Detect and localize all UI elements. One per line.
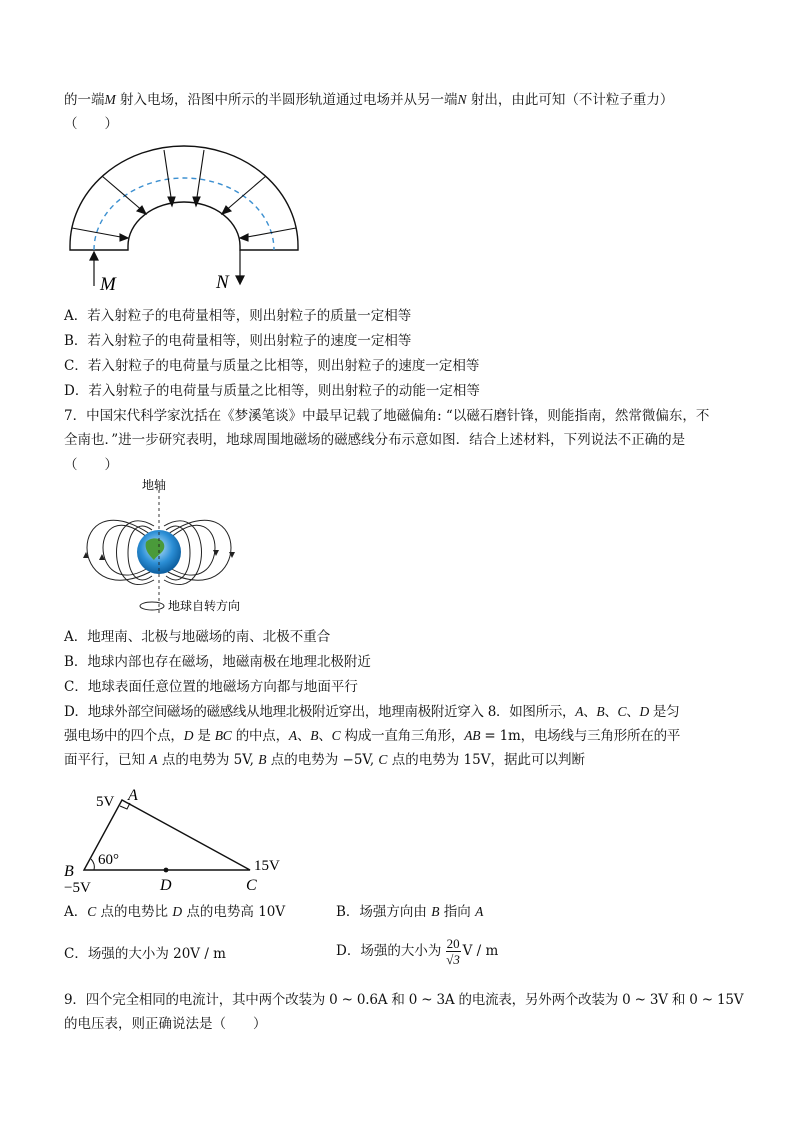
- q8-stem-line2: 强电场中的四个点，D 是 BC 的中点，A、B、C 构成一直角三角形，AB = 1m，电场线与三角形所在的平: [64, 728, 681, 744]
- var-m: M: [104, 92, 116, 107]
- q6-option-d: D．若入射粒子的电荷量与质量之比相等，则出射粒子的动能一定相等: [64, 383, 480, 399]
- exit-arrow: [236, 250, 244, 284]
- q9-stem-line1: 9．四个完全相同的电流计，其中两个改装为 0 ~ 0.6A 和 0 ~ 3A 的电流表，另外两个改装为 0 ~ 3V 和 0 ~ 15V: [64, 992, 744, 1008]
- q7-option-a: A．地理南、北极与地磁场的南、北极不重合: [64, 629, 331, 645]
- label-angle: 60°: [98, 852, 119, 868]
- text: 的一端: [64, 92, 105, 108]
- field-diagram: [64, 138, 304, 298]
- label-b: B: [64, 863, 74, 880]
- text: 射入电场，沿图中所示的半圆形轨道通过电场并从另一端: [115, 92, 458, 108]
- q8-figure: [60, 776, 300, 900]
- q8-stem-line3: 面平行，已知 A 点的电势为 5V, B 点的电势为 −5V, C 点的电势为 15V，据此可以判断: [64, 752, 585, 768]
- point-d: [164, 868, 169, 873]
- label-c: C: [246, 877, 257, 894]
- text: 射出，由此可知（不计粒子重力）: [466, 92, 674, 108]
- triangle-diagram: [60, 776, 300, 896]
- label-vb: −5V: [64, 880, 91, 896]
- q7-stem-line1: 7．中国宋代科学家沈括在《梦溪笔谈》中最早记载了地磁偏角: “以磁石磨针锋，则能指南，然常微偏东，不: [64, 408, 710, 424]
- q7-option-d-q8-start: D．地球外部空间磁场的磁感线从地理北极附近穿出，地理南极附近穿入 8．如图所示，A、B、C、D 是匀: [64, 704, 680, 720]
- q8-option-a: A．C 点的电势比 D 点的电势高 10V: [64, 904, 286, 920]
- label-d: D: [160, 877, 172, 894]
- label-m: M: [100, 274, 116, 295]
- label-vc: 15V: [254, 858, 280, 874]
- q8-option-b: B．场强方向由 B 指向 A: [336, 904, 484, 920]
- q7-figure: [70, 476, 270, 626]
- var-n: N: [457, 92, 467, 107]
- fraction: $\frac{20}{√3}$: [446, 936, 460, 967]
- entry-arrow: [90, 252, 98, 286]
- label-va: 5V: [96, 794, 115, 810]
- q6-paren: （ ）: [64, 116, 118, 132]
- q8-number: 8．如图所示，: [483, 704, 576, 720]
- rotation-ellipse: [140, 602, 164, 610]
- field-lines: [72, 150, 296, 241]
- q6-option-b: B．若入射粒子的电荷量相等，则出射粒子的速度一定相等: [64, 333, 412, 349]
- q6-stem-line: [64, 90, 673, 110]
- earth-field-diagram: [70, 476, 270, 622]
- label-rotation: 地球自转方向: [168, 599, 241, 613]
- label-n: N: [216, 272, 229, 293]
- q8-option-c: C．场强的大小为 20V / m: [64, 946, 226, 962]
- q7-paren: （ ）: [64, 457, 118, 473]
- q6-figure: [64, 138, 304, 302]
- q8-option-d: D．场强的大小为 $\frac{20}{√3}$ V / m: [336, 936, 499, 967]
- q7-option-b: B．地球内部也存在磁场，地磁南极在地理北极附近: [64, 654, 371, 670]
- angle-arc: [91, 859, 94, 870]
- q7-option-c: C．地球表面任意位置的地磁场方向都与地面平行: [64, 679, 358, 695]
- q9-stem-line2: 的电压表，则正确说法是（ ）: [64, 1016, 267, 1032]
- q7-option-d: D．地球外部空间磁场的磁感线从地理北极附近穿出，地理南极附近穿入: [64, 704, 484, 720]
- label-a: A: [128, 787, 138, 804]
- q7-stem-line2: 全南也．”进一步研究表明，地球周围地磁场的磁感线分布示意如图．结合上述材料，下列说法不正确的是: [64, 432, 686, 448]
- q6-option-c: C．若入射粒子的电荷量与质量之比相等，则出射粒子的速度一定相等: [64, 358, 480, 374]
- label-axis: 地轴: [142, 478, 167, 492]
- q6-option-a: A．若入射粒子的电荷量相等，则出射粒子的质量一定相等: [64, 308, 412, 324]
